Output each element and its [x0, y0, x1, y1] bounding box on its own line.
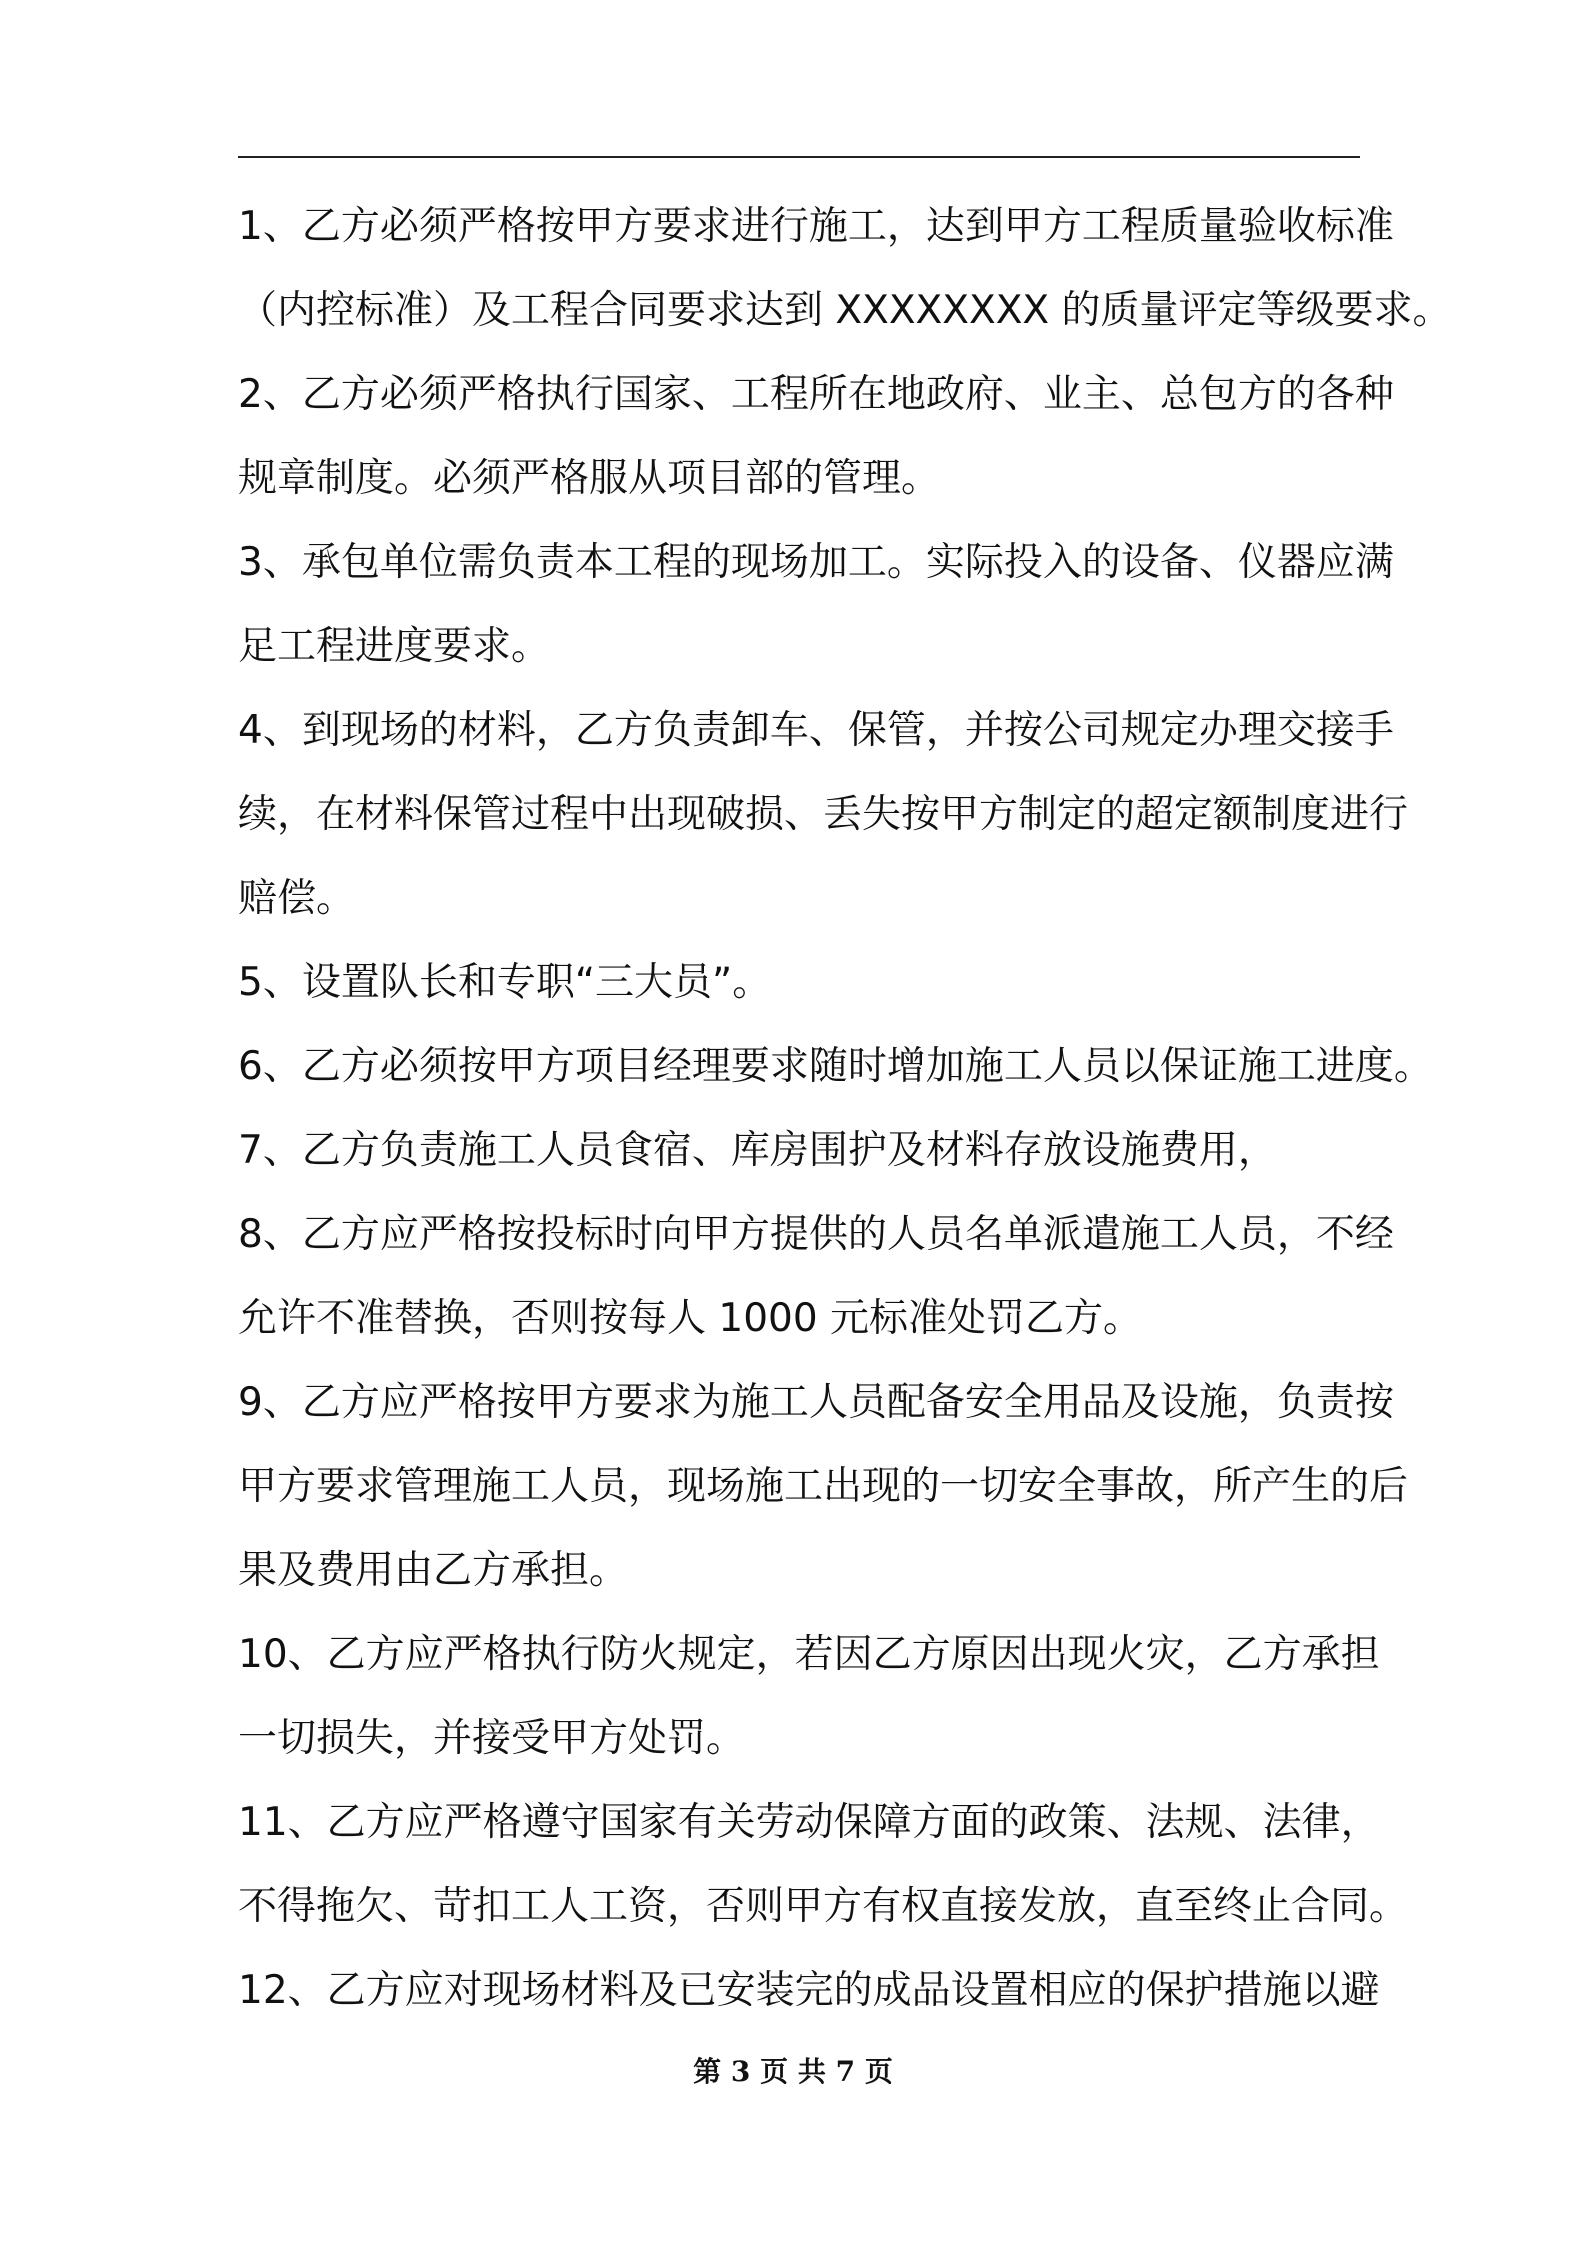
text-line: 规章制度。必须严格服从项目部的管理。: [238, 456, 941, 501]
text-line: 不得拖欠、苛扣工人工资，否则甲方有权直接发放，直至终止合同。: [238, 1884, 1409, 1929]
text-line: 续，在材料保管过程中出现破损、丢失按甲方制定的超定额制度进行: [238, 792, 1409, 837]
text-line: 允许不准替换，否则按每人 1000 元标准处罚乙方。: [238, 1296, 1143, 1341]
text-line: 12、乙方应对现场材料及已安装完的成品设置相应的保护措施以避: [238, 1968, 1380, 2013]
text-line: 8、乙方应严格按投标时向甲方提供的人员名单派遣施工人员，不经: [238, 1212, 1394, 1257]
text-line: 10、乙方应严格执行防火规定，若因乙方原因出现火灾，乙方承担: [238, 1632, 1380, 1677]
text-line: （内控标准）及工程合同要求达到 XXXXXXXX 的质量评定等级要求。: [238, 288, 1452, 333]
text-line: 一切损失，并接受甲方处罚。: [238, 1716, 746, 1761]
text-line: 4、到现场的材料，乙方负责卸车、保管，并按公司规定办理交接手: [238, 708, 1394, 753]
text-line: 2、乙方必须严格执行国家、工程所在地政府、业主、总包方的各种: [238, 372, 1394, 417]
text-line: 6、乙方必须按甲方项目经理要求随时增加施工人员以保证施工进度。: [238, 1044, 1433, 1089]
text-line: 足工程进度要求。: [238, 624, 551, 669]
text-line: 1、乙方必须严格按甲方要求进行施工，达到甲方工程质量验收标准: [238, 204, 1394, 249]
text-line: 甲方要求管理施工人员，现场施工出现的一切安全事故，所产生的后: [238, 1464, 1409, 1509]
text-line: 果及费用由乙方承担。: [238, 1548, 629, 1593]
text-line: 7、乙方负责施工人员食宿、库房围护及材料存放设施费用，: [238, 1128, 1277, 1173]
header-rule: [238, 156, 1360, 158]
text-line: 3、承包单位需负责本工程的现场加工。实际投入的设备、仪器应满: [238, 540, 1394, 585]
text-line: 赔偿。: [238, 876, 356, 921]
page-number: 第 3 页 共 7 页: [693, 2055, 893, 2088]
text-line: 11、乙方应严格遵守国家有关劳动保障方面的政策、法规、法律，: [238, 1800, 1380, 1845]
text-line: 9、乙方应严格按甲方要求为施工人员配备安全用品及设施，负责按: [238, 1380, 1394, 1425]
text-line: 5、设置队长和专职“三大员”。: [238, 960, 772, 1005]
